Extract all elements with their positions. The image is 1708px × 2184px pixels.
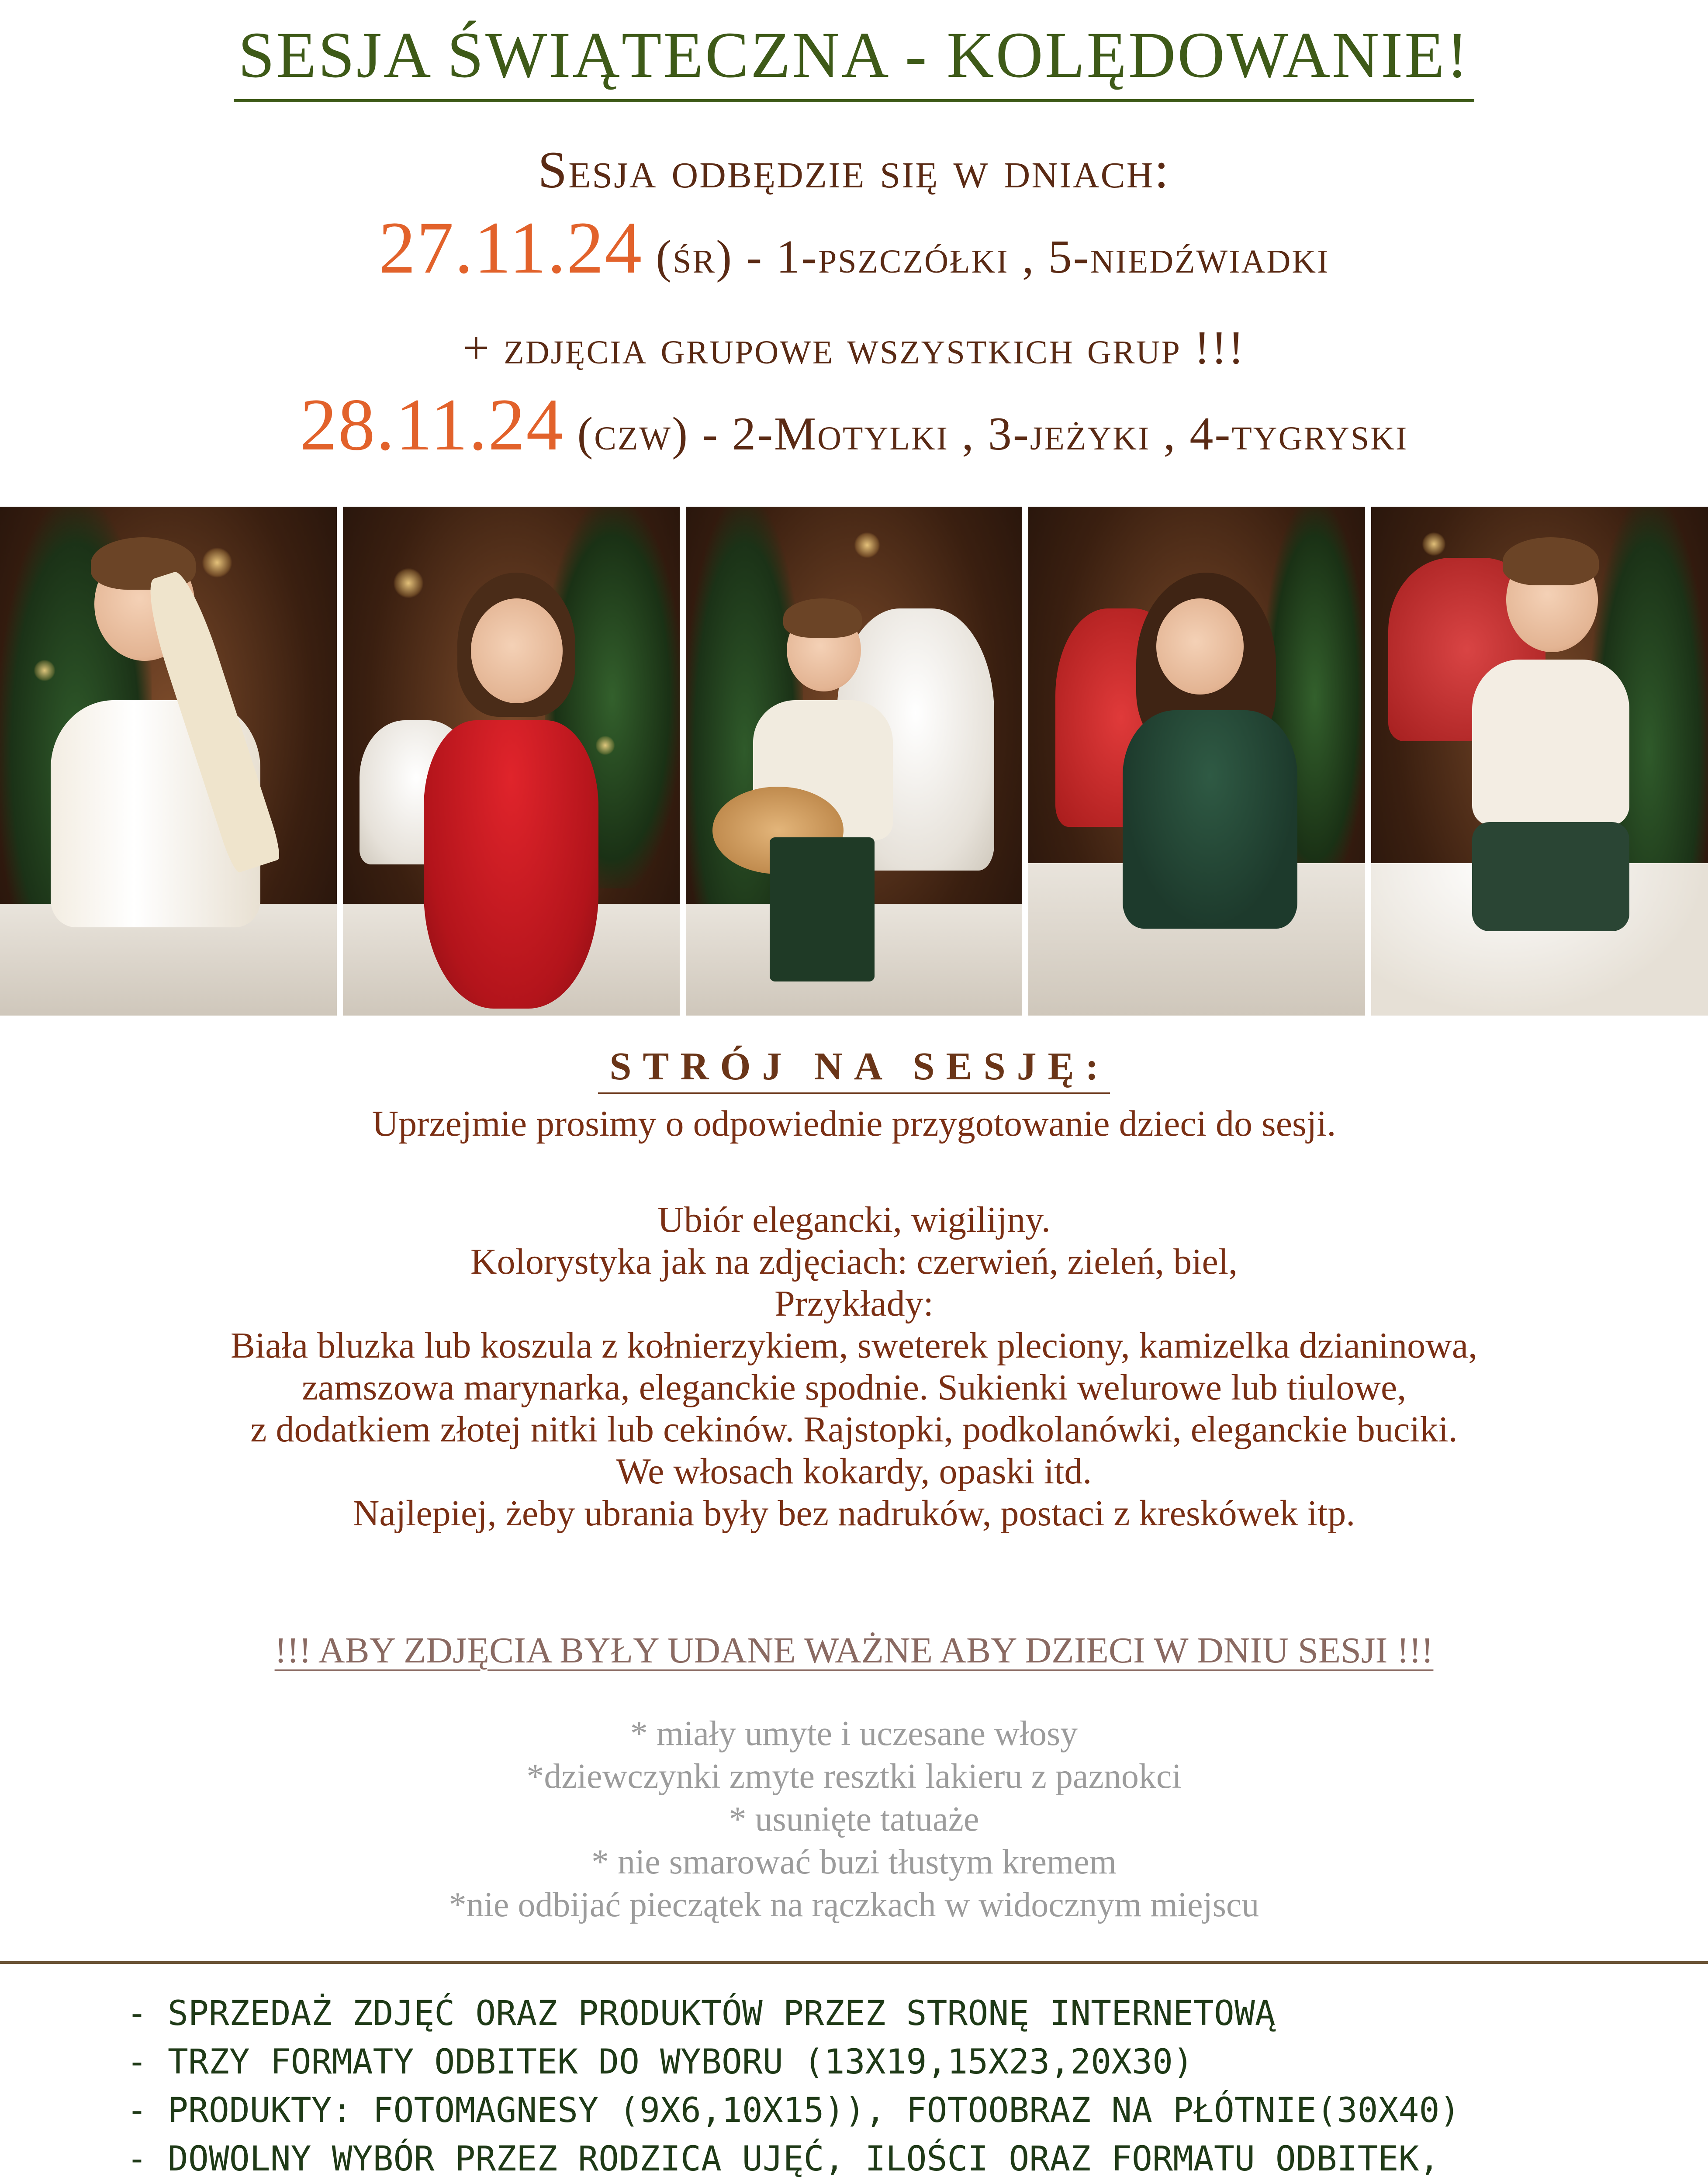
- photo-boy-with-mandolin: [686, 507, 1023, 1016]
- dress-line: zamszowa marynarka, eleganckie spodnie. Sukienki welurowe lub tiulowe,: [301, 1367, 1407, 1408]
- poster-title: SESJA ŚWIĄTECZNA - KOLĘDOWANIE!: [234, 17, 1474, 102]
- photo-boy-with-bells: [1371, 507, 1708, 1016]
- date-1: 27.11.24: [378, 207, 643, 289]
- dates-intro: Sesja odbędzie się w dniach:: [538, 141, 1170, 199]
- dress-line: Najlepiej, żeby ubrania były bez nadruków, postaci z kreskówek itp.: [353, 1493, 1355, 1534]
- tip-item: * usunięte tatuaże: [729, 1800, 979, 1838]
- date-line-2: [0, 382, 1708, 467]
- tips-list: [0, 1712, 1708, 1926]
- tip-item: * nie smarować buzi tłustym kremem: [591, 1843, 1117, 1881]
- date-line-1: [0, 205, 1708, 290]
- tip-item: *dziewczynki zmyte resztki lakieru z paznokci: [526, 1757, 1182, 1796]
- dress-code-heading: STRÓJ NA SESJĘ:: [598, 1044, 1110, 1094]
- date-line-1-extra: + zdjęcia grupowe wszystkich grup !!!: [463, 322, 1245, 374]
- info-item: - SPRZEDAŻ ZDJĘĆ ORAZ PRODUKTÓW PRZEZ STRONĘ INTERNETOWĄ: [127, 1994, 1276, 2033]
- dress-line: Kolorystyka jak na zdjęciach: czerwień, zieleń, biel,: [470, 1241, 1238, 1282]
- info-item: - PRODUKTY: FOTOMAGNESY (9X6,10X15)), FOTOOBRAZ NA PŁÓTNIE(30X40): [127, 2091, 1460, 2130]
- photo-girl-green-dress: [1028, 507, 1365, 1016]
- poster-title-wrap: [0, 17, 1708, 102]
- dress-line: Ubiór elegancki, wigilijny.: [657, 1199, 1051, 1240]
- info-item: - DOWOLNY WYBÓR PRZEZ RODZICA UJĘĆ, ILOŚCI ORAZ FORMATU ODBITEK,: [127, 2139, 1440, 2179]
- info-item: - TRZY FORMATY ODBITEK DO WYBORU (13X19,15X23,20X30): [127, 2042, 1193, 2082]
- notice-wrap: [0, 1629, 1708, 1672]
- tip-item: *nie odbijać pieczątek na rączkach w widocznym miejscu: [449, 1886, 1259, 1924]
- dress-line: Biała bluzka lub koszula z kołnierzykiem, sweterek pleciony, kamizelka dzianinowa,: [230, 1325, 1478, 1366]
- dress-line: Przykłady:: [774, 1283, 934, 1324]
- dress-line: z dodatkiem złotej nitki lub cekinów. Rajstopki, podkolanówki, eleganckie buciki.: [250, 1409, 1458, 1450]
- info-list: [127, 1990, 1460, 2184]
- photo-strip: [0, 507, 1708, 1016]
- photo-girl-red-dress: [343, 507, 680, 1016]
- dress-code-text: [0, 1199, 1708, 1534]
- date-2-groups: (czw) - 2-Motylki , 3-jeżyki , 4-tygryski: [564, 408, 1408, 460]
- photo-boy-with-sheet-music: [0, 507, 337, 1016]
- divider-top: [0, 1961, 1708, 1964]
- dress-line: We włosach kokardy, opaski itd.: [616, 1451, 1092, 1492]
- dress-code-intro: Uprzejmie prosimy o odpowiednie przygotowanie dzieci do sesji.: [372, 1103, 1336, 1144]
- dress-code-heading-wrap: [0, 1044, 1708, 1094]
- notice-text: !!! ABY ZDJĘCIA BYŁY UDANE WAŻNE ABY DZIECI W DNIU SESJI !!!: [274, 1630, 1434, 1671]
- date-2: 28.11.24: [300, 384, 564, 466]
- date-1-groups: (śr) - 1-pszczółki , 5-niedźwiadki: [643, 231, 1330, 283]
- tip-item: * miały umyte i uczesane włosy: [630, 1714, 1078, 1753]
